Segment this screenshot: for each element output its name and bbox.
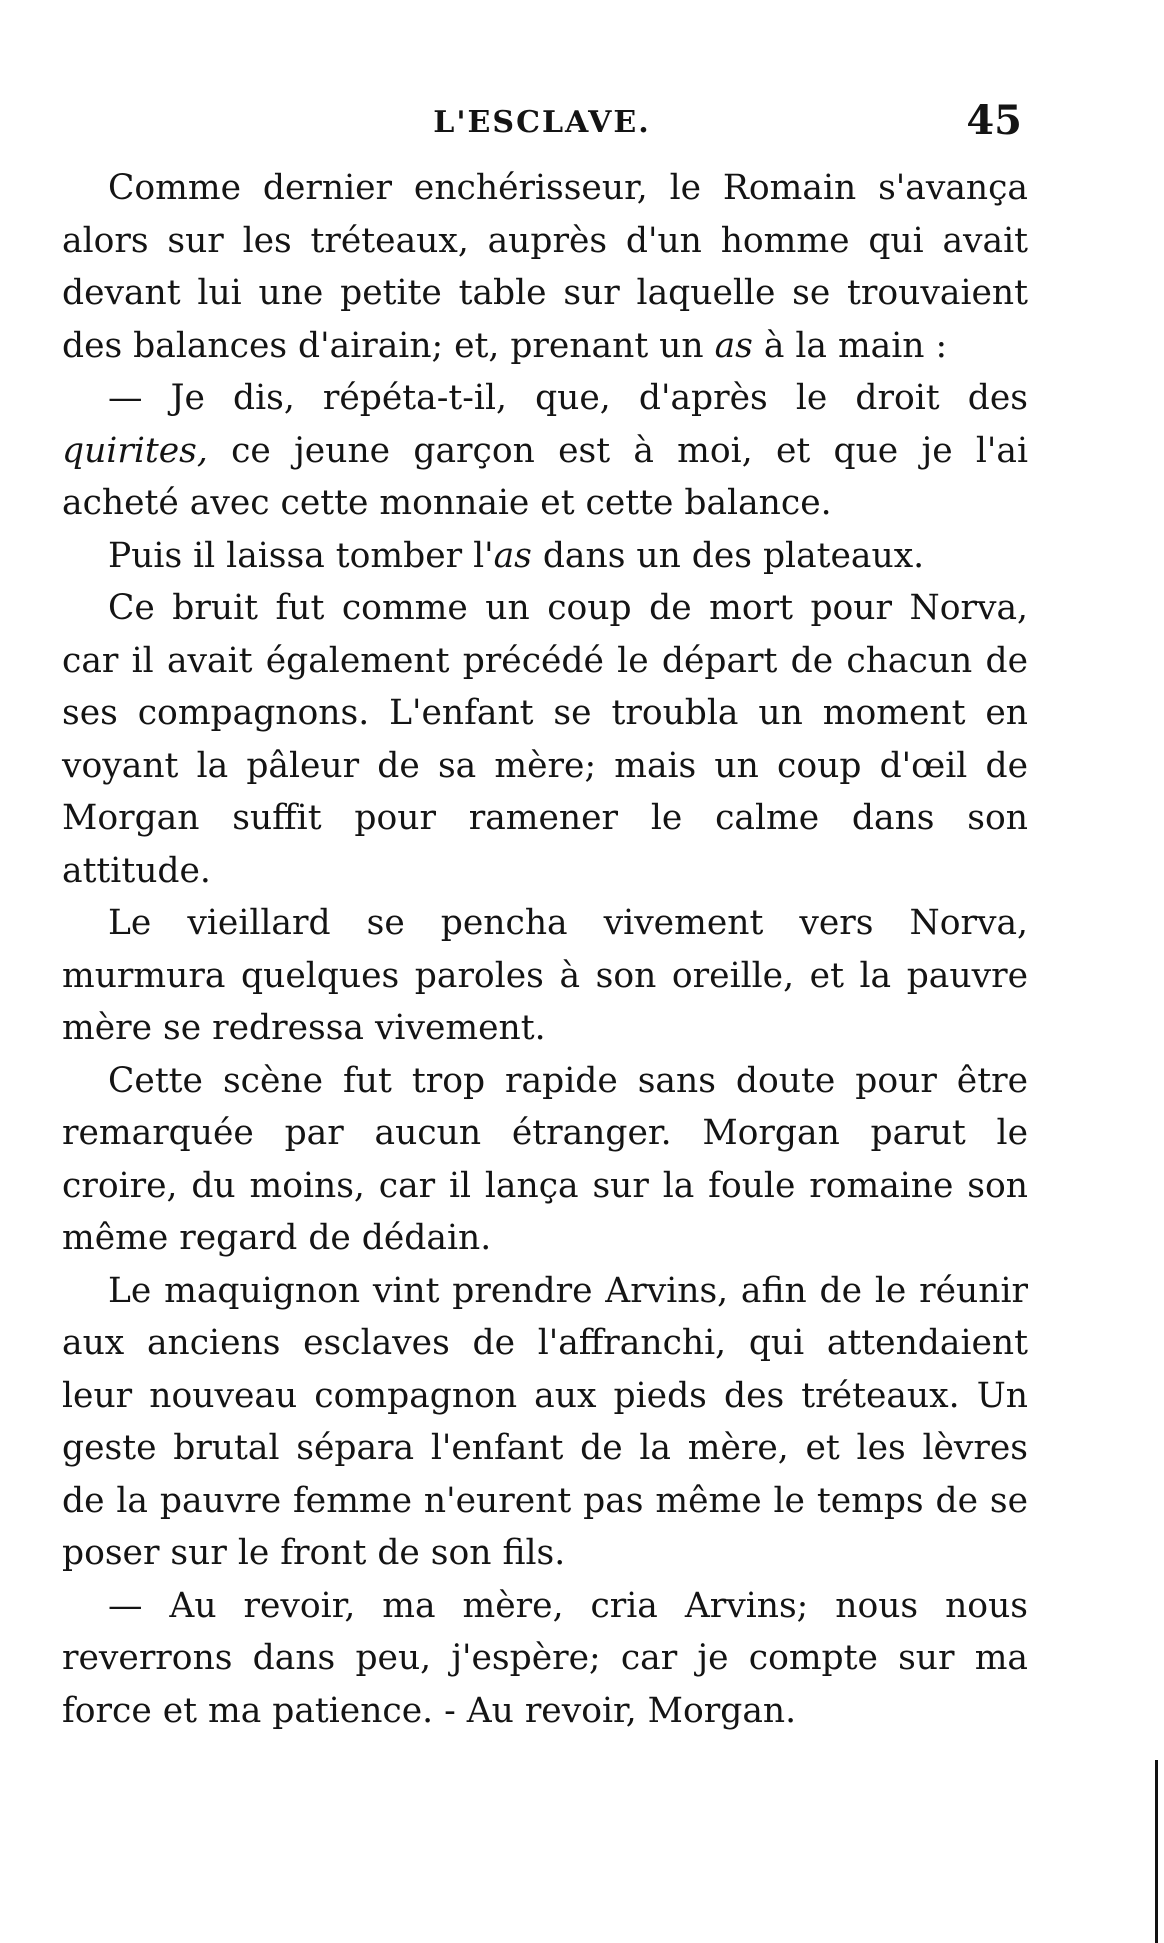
body-text: [62, 162, 1028, 1737]
paragraph-3-italic: as: [493, 535, 532, 576]
paragraph-4: [62, 582, 1028, 897]
paragraph-3: [62, 530, 1028, 583]
paragraph-1-italic: as: [714, 325, 753, 366]
paragraph-2-text: — Je dis, répéta-t-il, que, d'après le droit des: [108, 378, 1028, 418]
paragraph-1-text: Comme dernier enchérisseur, le Romain s'avança alors sur les tréteaux, auprès d'un homme qui avait devant lui une petite table sur laquelle se trouvaient des balances d'airain; et, prenant un: [62, 168, 1028, 366]
paragraph-3-text-end: dans un des plateaux.: [531, 535, 925, 576]
paragraph-1: [62, 162, 1028, 372]
paragraph-1-text-end: à la main :: [752, 325, 948, 366]
paragraph-7: [62, 1265, 1028, 1580]
paragraph-6-text: Cette scène fut trop rapide sans doute pour être remarquée par aucun étranger. Morgan parut le croire, du moins, car il lança sur la foule romaine son même regard de dédain.: [62, 1060, 1028, 1258]
paragraph-8: [62, 1580, 1028, 1738]
page-edge-rule: [1155, 1760, 1158, 1943]
paragraph-7-text: Le maquignon vint prendre Arvins, afin de le réunir aux anciens esclaves de l'affranchi, qui attendaient leur nouveau compagnon aux pieds des tréteaux. Un geste brutal sépara l'enfant de la mère, et les lèvres de la pauvre femme n'eurent pas même le temps de se poser sur le front de son fils.: [62, 1270, 1028, 1573]
running-title: L'ESCLAVE.: [433, 105, 651, 140]
paragraph-2-italic: quirites,: [62, 430, 208, 471]
paragraph-5-text: Le vieillard se pencha vivement vers Norva, murmura quelques paroles à son oreille, et la pauvre mère se redressa vivement.: [62, 903, 1028, 1048]
paragraph-5: [62, 897, 1028, 1055]
running-head: [62, 97, 1022, 155]
paragraph-2: [62, 372, 1028, 530]
paragraph-8-text: — Au revoir, ma mère, cria Arvins; nous nous reverrons dans peu, j'espère; car je compte sur ma force et ma patience. - Au revoir, Morgan.: [62, 1585, 1028, 1731]
page-number: 45: [966, 97, 1022, 144]
paragraph-3-text: Puis il laissa tomber l': [108, 535, 494, 576]
paragraph-2-text-end: ce jeune garçon est à moi, et que je l'ai acheté avec cette monnaie et cette balance.: [62, 430, 1028, 523]
paragraph-4-text: Ce bruit fut comme un coup de mort pour Norva, car il avait également précédé le départ de chacun de ses compagnons. L'enfant se troubla un moment en voyant la pâleur de sa mère; mais un coup d'œil de Morgan suffit pour ramener le calme dans son attitude.: [62, 588, 1028, 891]
paragraph-6: [62, 1055, 1028, 1265]
